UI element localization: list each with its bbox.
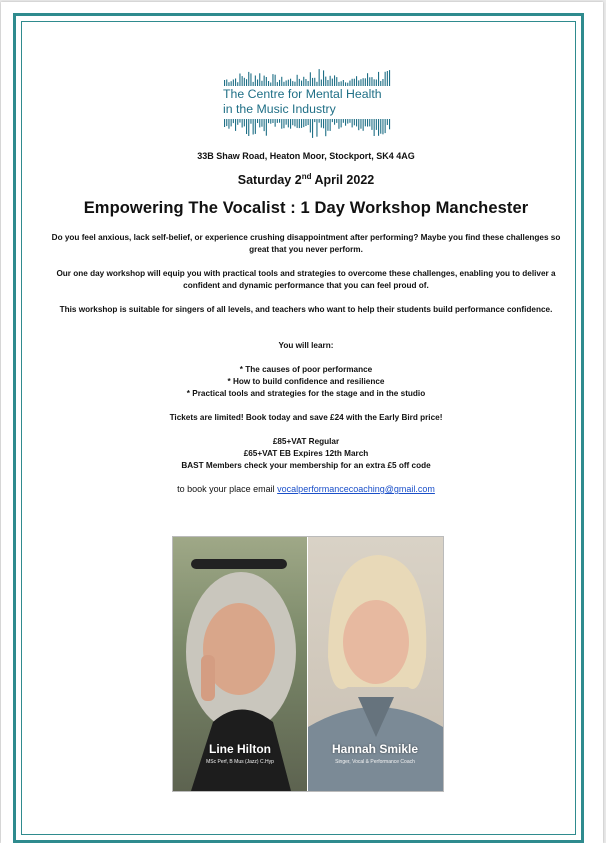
presenter-credentials: MSc Perf, B Mus (Jazz) C.Hyp: [206, 759, 274, 765]
intro-paragraph: Do you feel anxious, lack self-belief, or experience crushing disappointment after performing? Maybe you find these challenges so great that you never perform.: [51, 233, 561, 254]
learn-item: * How to build confidence and resilience: [227, 377, 385, 386]
soundwave-top-graphic: [223, 68, 391, 86]
logo-line-2: in the Music Industry: [223, 102, 336, 116]
booking-line: [41, 484, 571, 494]
photo-line-hilton: [173, 537, 307, 791]
event-date: [41, 173, 571, 187]
presenter-name: Line Hilton: [209, 742, 271, 756]
date-ordinal: nd: [301, 172, 312, 181]
price-regular: £85+VAT Regular: [272, 437, 340, 446]
learn-heading: You will learn:: [278, 341, 334, 350]
organization-logo: [223, 68, 391, 140]
document-page: [1, 2, 603, 843]
photo-hannah-smikle: [308, 537, 443, 791]
learn-item: * The causes of poor performance: [239, 365, 373, 374]
soundwave-bottom-graphic: [223, 119, 391, 139]
tickets-paragraph: Tickets are limited! Book today and save £24 with the Early Bird price!: [169, 413, 443, 422]
learn-item: * Practical tools and strategies for the stage and in the studio: [186, 389, 426, 398]
logo-line-1: The Centre for Mental Health: [223, 87, 382, 101]
presenters-photo: [172, 536, 444, 792]
workshop-paragraph: Our one day workshop will equip you with practical tools and strategies to overcome these challenges, enabling you to deliver a confident and dynamic performance that you can feel proud of.: [56, 269, 556, 290]
venue-address: 33B Shaw Road, Heaton Moor, Stockport, SK4 4AG: [197, 151, 415, 161]
date-rest: April 2022: [311, 173, 375, 187]
audience-paragraph: This workshop is suitable for singers of all levels, and teachers who want to help their students build performance confidence.: [59, 305, 553, 314]
price-early-bird: £65+VAT EB Expires 12th March: [243, 449, 369, 458]
date-prefix: Saturday 2: [237, 173, 302, 187]
price-bast-members: BAST Members check your membership for an extra £5 off code: [181, 461, 431, 470]
price-list: [41, 436, 571, 472]
email-link[interactable]: vocalperformancecoaching@gmail.com: [277, 484, 435, 494]
event-title: Empowering The Vocalist : 1 Day Workshop Manchester: [83, 199, 529, 217]
booking-text: to book your place email: [177, 484, 278, 494]
learn-list: [41, 364, 571, 400]
presenter-name: Hannah Smikle: [331, 742, 419, 756]
presenter-credentials: Singer, Vocal & Performance Coach: [335, 759, 415, 765]
